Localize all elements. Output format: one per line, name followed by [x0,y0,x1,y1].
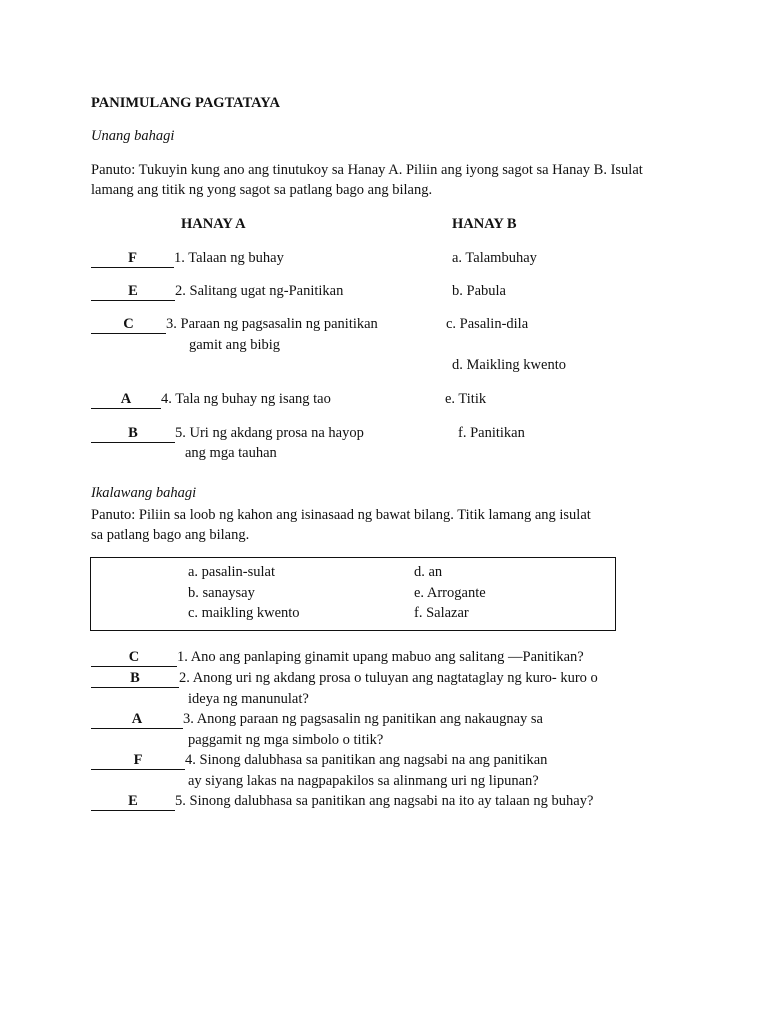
choice-e: e. Titik [445,391,487,407]
choices-box [90,557,616,631]
part2-item-4 [91,750,547,770]
answer-blank[interactable]: B [91,670,179,688]
box-choice-c: c. maikling kwento [188,605,300,621]
part2-item-4-continuation: ay siyang lakas na nagpapakilos sa alinmang uri ng lipunan? [188,773,539,789]
part1-item-4 [91,389,331,409]
part2-item-2-continuation: ideya ng manunulat? [188,691,309,707]
part1-item-3 [91,314,378,334]
choice-d: d. Maikling kwento [452,357,566,373]
answer-blank[interactable]: B [91,425,175,443]
choice-f: f. Panitikan [458,425,525,441]
part1-heading: Unang bahagi [91,128,175,144]
box-choice-b: b. sanaysay [188,585,255,601]
box-choice-e: e. Arrogante [414,585,486,601]
answer-blank[interactable]: A [91,391,161,409]
choice-b: b. Pabula [452,283,506,299]
item-text: 4. Tala ng buhay ng isang tao [161,391,331,407]
part1-item-2 [91,281,343,301]
item-text: 2. Salitang ugat ng-Panitikan [175,283,344,299]
item-text: 3. Anong paraan ng pagsasalin ng panitikan ang nakaugnay sa [183,711,543,727]
answer-blank[interactable]: A [91,711,183,729]
part2-item-2 [91,668,598,688]
item-text: 5. Sinong dalubhasa sa panitikan ang nagsabi na ito ay talaan ng buhay? [175,793,594,809]
box-choice-f: f. Salazar [414,605,469,621]
answer-blank[interactable]: C [91,649,177,667]
answer-blank[interactable]: E [91,283,175,301]
item-text: 2. Anong uri ng akdang prosa o tuluyan ang nagtataglay ng kuro- kuro o [179,670,598,686]
part1-item-5 [91,423,364,443]
part2-heading: Ikalawang bahagi [91,485,197,501]
choice-c: c. Pasalin-dila [446,316,529,332]
part2-item-3-continuation: paggamit ng mga simbolo o titik? [188,732,384,748]
box-choice-d: d. an [414,564,443,580]
part1-instructions-line2: lamang ang titik ng yong sagot sa patlang bago ang bilang. [91,182,433,198]
part2-item-5 [91,791,593,811]
choice-a: a. Talambuhay [452,250,537,266]
part1-item-5-continuation: ang mga tauhan [185,445,277,461]
column-b-header: HANAY B [452,216,517,232]
answer-blank[interactable]: F [91,752,185,770]
part1-instructions-line1: Panuto: Tukuyin kung ano ang tinutukoy sa Hanay A. Piliin ang iyong sagot sa Hanay B. Isulat [91,162,643,178]
column-a-header: HANAY A [181,216,246,232]
item-text: 1. Ano ang panlaping ginamit upang mabuo ang salitang —Panitikan? [177,649,584,665]
answer-blank[interactable]: E [91,793,175,811]
answer-blank[interactable]: C [91,316,166,334]
part1-item-1 [91,248,284,268]
part1-item-3-continuation: gamit ang bibig [189,337,281,353]
item-text: 4. Sinong dalubhasa sa panitikan ang nagsabi na ang panitikan [185,752,548,768]
part2-instructions-line1: Panuto: Piliin sa loob ng kahon ang isinasaad ng bawat bilang. Titik lamang ang isulat [91,507,591,523]
item-text: 3. Paraan ng pagsasalin ng panitikan [166,316,378,332]
answer-blank[interactable]: F [91,250,174,268]
box-choice-a: a. pasalin-sulat [188,564,275,580]
page-title: PANIMULANG PAGTATAYA [91,95,280,111]
part2-instructions-line2: sa patlang bago ang bilang. [91,527,250,543]
part2-item-1 [91,647,584,667]
item-text: 5. Uri ng akdang prosa na hayop [175,425,364,441]
part2-item-3 [91,709,543,729]
item-text: 1. Talaan ng buhay [174,250,284,266]
